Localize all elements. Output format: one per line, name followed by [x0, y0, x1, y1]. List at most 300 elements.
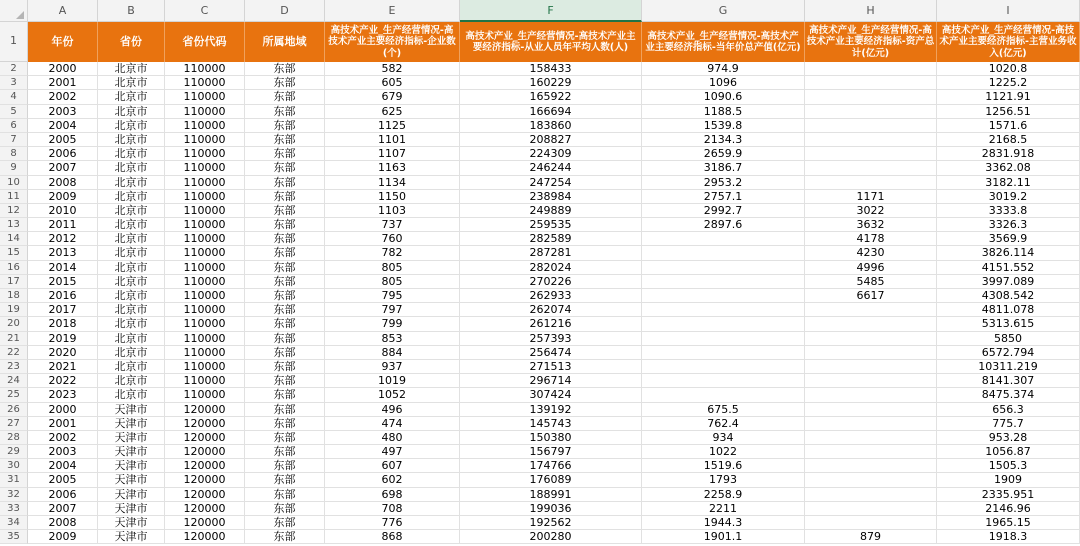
- cell-enterprise-count[interactable]: 884: [325, 346, 460, 360]
- cell-region[interactable]: 东部: [245, 403, 325, 417]
- column-letter-d[interactable]: D: [245, 0, 325, 22]
- cell-province-code[interactable]: 120000: [165, 530, 245, 544]
- header-cell-enterprise-count[interactable]: 高技术产业_生产经营情况-高技术产业主要经济指标-企业数(个): [325, 22, 460, 62]
- cell-province[interactable]: 北京市: [98, 90, 165, 104]
- cell-employees[interactable]: 158433: [460, 62, 642, 76]
- cell-enterprise-count[interactable]: 708: [325, 502, 460, 516]
- cell-province[interactable]: 北京市: [98, 261, 165, 275]
- cell-year[interactable]: 2015: [28, 275, 98, 289]
- cell-main-revenue[interactable]: 5313.615: [937, 317, 1080, 331]
- cell-year[interactable]: 2016: [28, 289, 98, 303]
- cell-gross-output[interactable]: [642, 232, 805, 246]
- cell-province-code[interactable]: 110000: [165, 246, 245, 260]
- row-number[interactable]: 34: [0, 516, 28, 530]
- cell-province-code[interactable]: 110000: [165, 62, 245, 76]
- cell-province-code[interactable]: 110000: [165, 204, 245, 218]
- cell-gross-output[interactable]: 1022: [642, 445, 805, 459]
- row-number[interactable]: 15: [0, 246, 28, 260]
- cell-enterprise-count[interactable]: 1134: [325, 176, 460, 190]
- cell-enterprise-count[interactable]: 625: [325, 105, 460, 119]
- cell-total-assets[interactable]: [805, 459, 937, 473]
- cell-gross-output[interactable]: [642, 246, 805, 260]
- cell-employees[interactable]: 139192: [460, 403, 642, 417]
- cell-region[interactable]: 东部: [245, 218, 325, 232]
- cell-year[interactable]: 2005: [28, 473, 98, 487]
- cell-province[interactable]: 北京市: [98, 204, 165, 218]
- cell-gross-output[interactable]: 974.9: [642, 62, 805, 76]
- cell-region[interactable]: 东部: [245, 261, 325, 275]
- cell-employees[interactable]: 150380: [460, 431, 642, 445]
- cell-province-code[interactable]: 110000: [165, 289, 245, 303]
- cell-year[interactable]: 2006: [28, 488, 98, 502]
- cell-main-revenue[interactable]: 2335.951: [937, 488, 1080, 502]
- cell-main-revenue[interactable]: 1571.6: [937, 119, 1080, 133]
- cell-enterprise-count[interactable]: 1019: [325, 374, 460, 388]
- cell-gross-output[interactable]: [642, 317, 805, 331]
- row-number[interactable]: 8: [0, 147, 28, 161]
- cell-year[interactable]: 2001: [28, 76, 98, 90]
- cell-enterprise-count[interactable]: 1125: [325, 119, 460, 133]
- row-number[interactable]: 6: [0, 119, 28, 133]
- header-cell-gross-output[interactable]: 高技术产业_生产经营情况-高技术产业主要经济指标-当年价总产值(亿元): [642, 22, 805, 62]
- cell-gross-output[interactable]: 2211: [642, 502, 805, 516]
- cell-year[interactable]: 2003: [28, 445, 98, 459]
- cell-employees[interactable]: 256474: [460, 346, 642, 360]
- row-number[interactable]: 10: [0, 176, 28, 190]
- cell-province[interactable]: 北京市: [98, 374, 165, 388]
- cell-year[interactable]: 2003: [28, 105, 98, 119]
- cell-gross-output[interactable]: 2897.6: [642, 218, 805, 232]
- cell-gross-output[interactable]: [642, 388, 805, 402]
- header-cell-year[interactable]: 年份: [28, 22, 98, 62]
- cell-year[interactable]: 2006: [28, 147, 98, 161]
- cell-gross-output[interactable]: 762.4: [642, 417, 805, 431]
- cell-employees[interactable]: 176089: [460, 473, 642, 487]
- cell-enterprise-count[interactable]: 474: [325, 417, 460, 431]
- cell-region[interactable]: 东部: [245, 374, 325, 388]
- cell-main-revenue[interactable]: 1918.3: [937, 530, 1080, 544]
- row-number[interactable]: 3: [0, 76, 28, 90]
- cell-employees[interactable]: 208827: [460, 133, 642, 147]
- cell-main-revenue[interactable]: 4151.552: [937, 261, 1080, 275]
- cell-province[interactable]: 天津市: [98, 530, 165, 544]
- cell-total-assets[interactable]: [805, 332, 937, 346]
- cell-province[interactable]: 北京市: [98, 161, 165, 175]
- cell-province-code[interactable]: 110000: [165, 275, 245, 289]
- cell-main-revenue[interactable]: 953.28: [937, 431, 1080, 445]
- cell-employees[interactable]: 257393: [460, 332, 642, 346]
- cell-year[interactable]: 2011: [28, 218, 98, 232]
- cell-gross-output[interactable]: [642, 303, 805, 317]
- cell-enterprise-count[interactable]: 582: [325, 62, 460, 76]
- row-number[interactable]: 5: [0, 105, 28, 119]
- cell-region[interactable]: 东部: [245, 488, 325, 502]
- cell-province-code[interactable]: 110000: [165, 76, 245, 90]
- cell-province-code[interactable]: 110000: [165, 346, 245, 360]
- cell-employees[interactable]: 156797: [460, 445, 642, 459]
- cell-total-assets[interactable]: [805, 133, 937, 147]
- cell-total-assets[interactable]: 879: [805, 530, 937, 544]
- column-letter-g[interactable]: G: [642, 0, 805, 22]
- cell-year[interactable]: 2010: [28, 204, 98, 218]
- cell-gross-output[interactable]: 2134.3: [642, 133, 805, 147]
- cell-enterprise-count[interactable]: 737: [325, 218, 460, 232]
- row-number[interactable]: 16: [0, 261, 28, 275]
- column-letter-e[interactable]: E: [325, 0, 460, 22]
- header-cell-province[interactable]: 省份: [98, 22, 165, 62]
- row-number[interactable]: 18: [0, 289, 28, 303]
- cell-year[interactable]: 2013: [28, 246, 98, 260]
- cell-employees[interactable]: 270226: [460, 275, 642, 289]
- cell-main-revenue[interactable]: 775.7: [937, 417, 1080, 431]
- cell-main-revenue[interactable]: 4811.078: [937, 303, 1080, 317]
- cell-province[interactable]: 天津市: [98, 459, 165, 473]
- row-number[interactable]: 28: [0, 431, 28, 445]
- cell-province[interactable]: 北京市: [98, 232, 165, 246]
- cell-main-revenue[interactable]: 1256.51: [937, 105, 1080, 119]
- cell-employees[interactable]: 271513: [460, 360, 642, 374]
- cell-province-code[interactable]: 110000: [165, 133, 245, 147]
- cell-total-assets[interactable]: [805, 431, 937, 445]
- cell-year[interactable]: 2008: [28, 176, 98, 190]
- cell-gross-output[interactable]: [642, 332, 805, 346]
- row-number[interactable]: 31: [0, 473, 28, 487]
- cell-main-revenue[interactable]: 4308.542: [937, 289, 1080, 303]
- cell-enterprise-count[interactable]: 480: [325, 431, 460, 445]
- column-letter-a[interactable]: A: [28, 0, 98, 22]
- cell-main-revenue[interactable]: 3333.8: [937, 204, 1080, 218]
- cell-province[interactable]: 北京市: [98, 346, 165, 360]
- cell-gross-output[interactable]: [642, 275, 805, 289]
- row-number[interactable]: 26: [0, 403, 28, 417]
- cell-employees[interactable]: 262933: [460, 289, 642, 303]
- cell-total-assets[interactable]: [805, 360, 937, 374]
- cell-employees[interactable]: 282024: [460, 261, 642, 275]
- cell-year[interactable]: 2008: [28, 516, 98, 530]
- cell-total-assets[interactable]: [805, 403, 937, 417]
- cell-enterprise-count[interactable]: 760: [325, 232, 460, 246]
- cell-year[interactable]: 2004: [28, 459, 98, 473]
- cell-province-code[interactable]: 120000: [165, 445, 245, 459]
- cell-year[interactable]: 2007: [28, 502, 98, 516]
- cell-province[interactable]: 天津市: [98, 431, 165, 445]
- cell-enterprise-count[interactable]: 496: [325, 403, 460, 417]
- cell-province-code[interactable]: 110000: [165, 90, 245, 104]
- cell-region[interactable]: 东部: [245, 346, 325, 360]
- cell-region[interactable]: 东部: [245, 275, 325, 289]
- cell-province[interactable]: 北京市: [98, 317, 165, 331]
- row-number[interactable]: 13: [0, 218, 28, 232]
- row-number[interactable]: 11: [0, 190, 28, 204]
- column-letter-h[interactable]: H: [805, 0, 937, 22]
- cell-province[interactable]: 北京市: [98, 176, 165, 190]
- row-number[interactable]: 21: [0, 332, 28, 346]
- cell-region[interactable]: 东部: [245, 431, 325, 445]
- cell-province-code[interactable]: 120000: [165, 488, 245, 502]
- cell-region[interactable]: 东部: [245, 502, 325, 516]
- cell-employees[interactable]: 282589: [460, 232, 642, 246]
- cell-enterprise-count[interactable]: 497: [325, 445, 460, 459]
- cell-province[interactable]: 北京市: [98, 147, 165, 161]
- cell-province[interactable]: 北京市: [98, 218, 165, 232]
- cell-province[interactable]: 北京市: [98, 332, 165, 346]
- cell-region[interactable]: 东部: [245, 473, 325, 487]
- cell-main-revenue[interactable]: 3182.11: [937, 176, 1080, 190]
- cell-year[interactable]: 2001: [28, 417, 98, 431]
- cell-province-code[interactable]: 110000: [165, 360, 245, 374]
- cell-region[interactable]: 东部: [245, 232, 325, 246]
- cell-province[interactable]: 北京市: [98, 105, 165, 119]
- cell-enterprise-count[interactable]: 795: [325, 289, 460, 303]
- cell-province[interactable]: 北京市: [98, 119, 165, 133]
- cell-province-code[interactable]: 120000: [165, 431, 245, 445]
- cell-region[interactable]: 东部: [245, 119, 325, 133]
- cell-year[interactable]: 2007: [28, 161, 98, 175]
- cell-total-assets[interactable]: [805, 417, 937, 431]
- row-number[interactable]: 12: [0, 204, 28, 218]
- cell-province-code[interactable]: 110000: [165, 232, 245, 246]
- cell-gross-output[interactable]: 1188.5: [642, 105, 805, 119]
- cell-province[interactable]: 天津市: [98, 488, 165, 502]
- cell-employees[interactable]: 192562: [460, 516, 642, 530]
- cell-year[interactable]: 2020: [28, 346, 98, 360]
- cell-province[interactable]: 北京市: [98, 62, 165, 76]
- cell-province-code[interactable]: 110000: [165, 176, 245, 190]
- cell-region[interactable]: 东部: [245, 388, 325, 402]
- cell-province[interactable]: 北京市: [98, 133, 165, 147]
- cell-total-assets[interactable]: [805, 76, 937, 90]
- cell-province-code[interactable]: 110000: [165, 190, 245, 204]
- cell-year[interactable]: 2023: [28, 388, 98, 402]
- cell-total-assets[interactable]: [805, 105, 937, 119]
- cell-enterprise-count[interactable]: 1103: [325, 204, 460, 218]
- cell-enterprise-count[interactable]: 679: [325, 90, 460, 104]
- cell-province[interactable]: 天津市: [98, 403, 165, 417]
- cell-province-code[interactable]: 110000: [165, 119, 245, 133]
- cell-total-assets[interactable]: [805, 176, 937, 190]
- cell-main-revenue[interactable]: 3826.114: [937, 246, 1080, 260]
- cell-gross-output[interactable]: 2953.2: [642, 176, 805, 190]
- row-number[interactable]: 1: [0, 22, 28, 62]
- cell-enterprise-count[interactable]: 607: [325, 459, 460, 473]
- cell-total-assets[interactable]: 3632: [805, 218, 937, 232]
- cell-year[interactable]: 2000: [28, 62, 98, 76]
- row-number[interactable]: 4: [0, 90, 28, 104]
- cell-region[interactable]: 东部: [245, 317, 325, 331]
- cell-total-assets[interactable]: [805, 317, 937, 331]
- cell-province-code[interactable]: 120000: [165, 417, 245, 431]
- cell-year[interactable]: 2014: [28, 261, 98, 275]
- cell-employees[interactable]: 262074: [460, 303, 642, 317]
- cell-region[interactable]: 东部: [245, 360, 325, 374]
- cell-enterprise-count[interactable]: 776: [325, 516, 460, 530]
- cell-region[interactable]: 东部: [245, 332, 325, 346]
- cell-gross-output[interactable]: 1519.6: [642, 459, 805, 473]
- cell-enterprise-count[interactable]: 698: [325, 488, 460, 502]
- cell-total-assets[interactable]: [805, 147, 937, 161]
- row-number[interactable]: 30: [0, 459, 28, 473]
- cell-enterprise-count[interactable]: 605: [325, 76, 460, 90]
- cell-province-code[interactable]: 110000: [165, 161, 245, 175]
- cell-total-assets[interactable]: [805, 374, 937, 388]
- cell-gross-output[interactable]: 1793: [642, 473, 805, 487]
- cell-province[interactable]: 天津市: [98, 473, 165, 487]
- cell-region[interactable]: 东部: [245, 445, 325, 459]
- cell-province-code[interactable]: 120000: [165, 459, 245, 473]
- cell-total-assets[interactable]: [805, 445, 937, 459]
- cell-main-revenue[interactable]: 656.3: [937, 403, 1080, 417]
- cell-enterprise-count[interactable]: 1150: [325, 190, 460, 204]
- cell-enterprise-count[interactable]: 937: [325, 360, 460, 374]
- cell-total-assets[interactable]: [805, 119, 937, 133]
- cell-employees[interactable]: 224309: [460, 147, 642, 161]
- cell-region[interactable]: 东部: [245, 90, 325, 104]
- cell-province[interactable]: 北京市: [98, 303, 165, 317]
- cell-region[interactable]: 东部: [245, 516, 325, 530]
- cell-province-code[interactable]: 120000: [165, 473, 245, 487]
- cell-province-code[interactable]: 120000: [165, 502, 245, 516]
- cell-main-revenue[interactable]: 1965.15: [937, 516, 1080, 530]
- row-number[interactable]: 35: [0, 530, 28, 544]
- row-number[interactable]: 17: [0, 275, 28, 289]
- column-letter-b[interactable]: B: [98, 0, 165, 22]
- row-number[interactable]: 33: [0, 502, 28, 516]
- cell-province[interactable]: 北京市: [98, 190, 165, 204]
- row-number[interactable]: 25: [0, 388, 28, 402]
- cell-gross-output[interactable]: 675.5: [642, 403, 805, 417]
- cell-employees[interactable]: 166694: [460, 105, 642, 119]
- cell-province-code[interactable]: 110000: [165, 105, 245, 119]
- cell-gross-output[interactable]: 3186.7: [642, 161, 805, 175]
- cell-region[interactable]: 东部: [245, 62, 325, 76]
- cell-enterprise-count[interactable]: 805: [325, 275, 460, 289]
- cell-year[interactable]: 2000: [28, 403, 98, 417]
- cell-enterprise-count[interactable]: 868: [325, 530, 460, 544]
- cell-gross-output[interactable]: 2757.1: [642, 190, 805, 204]
- cell-enterprise-count[interactable]: 799: [325, 317, 460, 331]
- row-number[interactable]: 20: [0, 317, 28, 331]
- cell-province[interactable]: 北京市: [98, 246, 165, 260]
- cell-employees[interactable]: 307424: [460, 388, 642, 402]
- cell-gross-output[interactable]: 2659.9: [642, 147, 805, 161]
- cell-employees[interactable]: 261216: [460, 317, 642, 331]
- header-cell-region[interactable]: 所属地域: [245, 22, 325, 62]
- cell-province-code[interactable]: 110000: [165, 388, 245, 402]
- cell-employees[interactable]: 174766: [460, 459, 642, 473]
- row-number[interactable]: 14: [0, 232, 28, 246]
- cell-main-revenue[interactable]: 3326.3: [937, 218, 1080, 232]
- cell-main-revenue[interactable]: 1909: [937, 473, 1080, 487]
- cell-enterprise-count[interactable]: 602: [325, 473, 460, 487]
- cell-year[interactable]: 2019: [28, 332, 98, 346]
- cell-province[interactable]: 天津市: [98, 502, 165, 516]
- row-number[interactable]: 24: [0, 374, 28, 388]
- cell-year[interactable]: 2009: [28, 530, 98, 544]
- cell-enterprise-count[interactable]: 797: [325, 303, 460, 317]
- cell-province-code[interactable]: 110000: [165, 332, 245, 346]
- cell-total-assets[interactable]: 4178: [805, 232, 937, 246]
- cell-region[interactable]: 东部: [245, 530, 325, 544]
- cell-year[interactable]: 2005: [28, 133, 98, 147]
- cell-year[interactable]: 2009: [28, 190, 98, 204]
- cell-region[interactable]: 东部: [245, 105, 325, 119]
- header-cell-total-assets[interactable]: 高技术产业_生产经营情况-高技术产业主要经济指标-资产总计(亿元): [805, 22, 937, 62]
- cell-main-revenue[interactable]: 3997.089: [937, 275, 1080, 289]
- row-number[interactable]: 32: [0, 488, 28, 502]
- cell-province[interactable]: 北京市: [98, 360, 165, 374]
- row-number[interactable]: 2: [0, 62, 28, 76]
- cell-main-revenue[interactable]: 2831.918: [937, 147, 1080, 161]
- cell-gross-output[interactable]: 934: [642, 431, 805, 445]
- cell-employees[interactable]: 238984: [460, 190, 642, 204]
- cell-region[interactable]: 东部: [245, 176, 325, 190]
- column-letter-c[interactable]: C: [165, 0, 245, 22]
- cell-employees[interactable]: 296714: [460, 374, 642, 388]
- cell-enterprise-count[interactable]: 1101: [325, 133, 460, 147]
- cell-year[interactable]: 2022: [28, 374, 98, 388]
- cell-gross-output[interactable]: 1901.1: [642, 530, 805, 544]
- cell-main-revenue[interactable]: 2168.5: [937, 133, 1080, 147]
- cell-region[interactable]: 东部: [245, 190, 325, 204]
- cell-main-revenue[interactable]: 1121.91: [937, 90, 1080, 104]
- header-cell-employees[interactable]: 高技术产业_生产经营情况-高技术产业主要经济指标-从业人员年平均人数(人): [460, 22, 642, 62]
- cell-year[interactable]: 2002: [28, 431, 98, 445]
- cell-employees[interactable]: 160229: [460, 76, 642, 90]
- cell-total-assets[interactable]: 5485: [805, 275, 937, 289]
- cell-province-code[interactable]: 110000: [165, 218, 245, 232]
- cell-main-revenue[interactable]: 1020.8: [937, 62, 1080, 76]
- cell-gross-output[interactable]: [642, 374, 805, 388]
- cell-province[interactable]: 北京市: [98, 289, 165, 303]
- cell-main-revenue[interactable]: 5850: [937, 332, 1080, 346]
- row-number[interactable]: 9: [0, 161, 28, 175]
- cell-employees[interactable]: 249889: [460, 204, 642, 218]
- cell-total-assets[interactable]: [805, 502, 937, 516]
- cell-main-revenue[interactable]: 3362.08: [937, 161, 1080, 175]
- cell-employees[interactable]: 188991: [460, 488, 642, 502]
- select-all-corner[interactable]: [0, 0, 28, 22]
- row-number[interactable]: 29: [0, 445, 28, 459]
- cell-main-revenue[interactable]: 1056.87: [937, 445, 1080, 459]
- column-letter-i[interactable]: I: [937, 0, 1080, 22]
- cell-main-revenue[interactable]: 1225.2: [937, 76, 1080, 90]
- cell-employees[interactable]: 247254: [460, 176, 642, 190]
- header-cell-province-code[interactable]: 省份代码: [165, 22, 245, 62]
- cell-region[interactable]: 东部: [245, 289, 325, 303]
- cell-province-code[interactable]: 110000: [165, 317, 245, 331]
- cell-region[interactable]: 东部: [245, 303, 325, 317]
- cell-enterprise-count[interactable]: 782: [325, 246, 460, 260]
- cell-year[interactable]: 2017: [28, 303, 98, 317]
- cell-gross-output[interactable]: [642, 289, 805, 303]
- cell-province-code[interactable]: 110000: [165, 147, 245, 161]
- cell-total-assets[interactable]: [805, 473, 937, 487]
- column-letter-f[interactable]: F: [460, 0, 642, 22]
- row-number[interactable]: 27: [0, 417, 28, 431]
- cell-region[interactable]: 东部: [245, 161, 325, 175]
- cell-total-assets[interactable]: [805, 488, 937, 502]
- cell-enterprise-count[interactable]: 1107: [325, 147, 460, 161]
- cell-employees[interactable]: 259535: [460, 218, 642, 232]
- cell-province[interactable]: 北京市: [98, 388, 165, 402]
- cell-year[interactable]: 2002: [28, 90, 98, 104]
- cell-total-assets[interactable]: [805, 62, 937, 76]
- cell-enterprise-count[interactable]: 1052: [325, 388, 460, 402]
- cell-province[interactable]: 北京市: [98, 275, 165, 289]
- cell-total-assets[interactable]: 1171: [805, 190, 937, 204]
- cell-total-assets[interactable]: [805, 90, 937, 104]
- cell-region[interactable]: 东部: [245, 133, 325, 147]
